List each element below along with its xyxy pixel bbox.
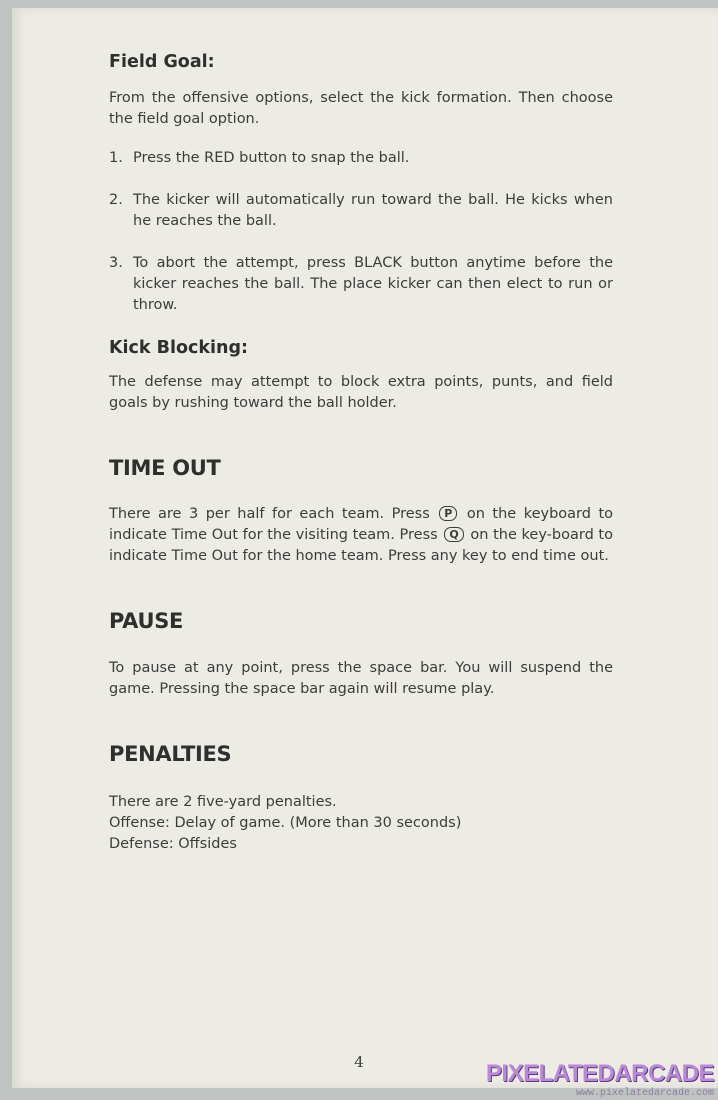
step-item bbox=[109, 253, 613, 316]
field-goal-intro: From the offensive options, select the kick formation. Then choose the field goal option. bbox=[109, 90, 613, 127]
p-key-icon: P bbox=[439, 506, 457, 521]
time-out-text-2: on the keyboard to indicate Time Out for the visiting team. Press bbox=[109, 506, 614, 543]
step-number: 2. bbox=[109, 192, 123, 208]
pause-text: To pause at any point, press the space bar. You will suspend the game. Pressing the space bar again will resume play. bbox=[109, 660, 613, 697]
step-number: 1. bbox=[109, 150, 123, 166]
step-text: To abort the attempt, press BLACK button anytime before the kicker reaches the ball. The place kicker can then elect to run or throw. bbox=[133, 255, 613, 313]
q-key-icon: Q bbox=[444, 527, 463, 542]
field-goal-heading: Field Goal: bbox=[109, 52, 215, 72]
time-out-heading: TIME OUT bbox=[109, 456, 221, 480]
step-text: Press the RED button to snap the ball. bbox=[133, 150, 410, 166]
penalties-list bbox=[109, 792, 613, 855]
pause-heading: PAUSE bbox=[109, 609, 184, 633]
time-out-text-1: There are 3 per half for each team. Press bbox=[109, 506, 430, 522]
field-goal-steps bbox=[109, 148, 613, 316]
time-out-text-3: on the key-board to indicate Time Out for the home team. Press any key to end time out. bbox=[109, 527, 613, 564]
kick-blocking-heading: Kick Blocking: bbox=[109, 338, 249, 358]
page-content bbox=[109, 50, 613, 855]
step-item bbox=[109, 148, 613, 169]
step-number: 3. bbox=[109, 255, 123, 271]
page-number: 4 bbox=[354, 1053, 364, 1071]
penalties-heading: PENALTIES bbox=[109, 742, 232, 766]
time-out-text bbox=[109, 504, 613, 567]
step-text: The kicker will automatically run toward the ball. He kicks when he reaches the ball. bbox=[133, 192, 613, 229]
penalty-line: There are 2 five-yard penalties. bbox=[109, 794, 337, 810]
step-item bbox=[109, 190, 613, 232]
penalty-line: Offense: Delay of game. (More than 30 seconds) bbox=[109, 815, 462, 831]
kick-blocking-text: The defense may attempt to block extra points, punts, and field goals by rushing toward the ball holder. bbox=[109, 374, 613, 411]
watermark-logo: PIXELATEDARCADE bbox=[485, 1060, 714, 1087]
watermark-url: www.pixelatedarcade.com bbox=[575, 1088, 714, 1099]
watermark bbox=[486, 1060, 714, 1099]
penalty-line: Defense: Offsides bbox=[109, 836, 237, 852]
